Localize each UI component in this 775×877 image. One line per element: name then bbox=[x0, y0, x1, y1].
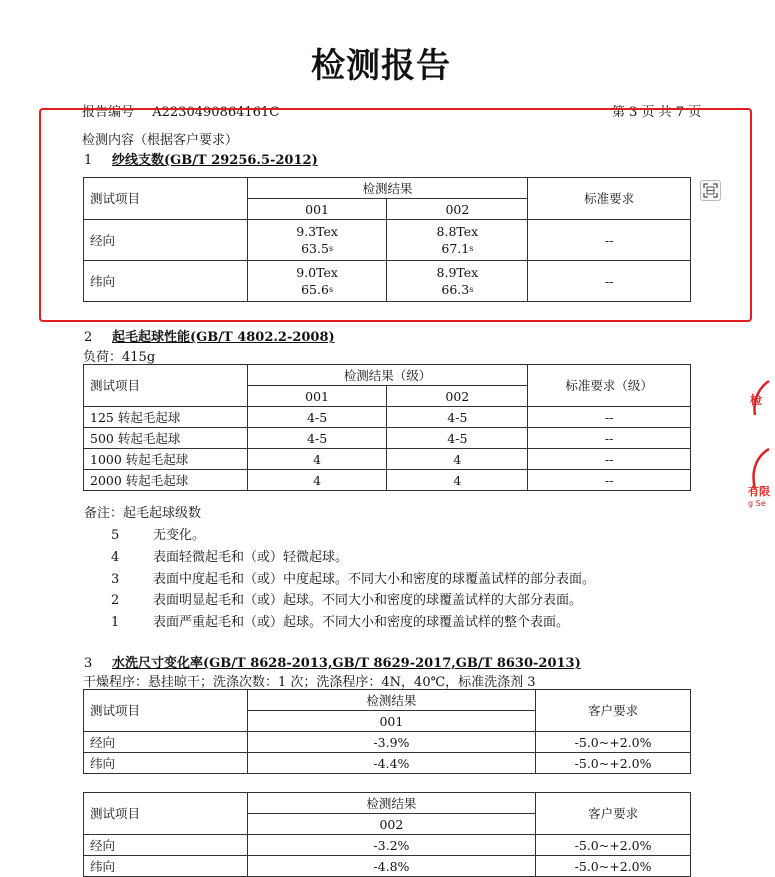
cell-req: -5.0~+2.0% bbox=[536, 732, 691, 753]
cell-standard: -- bbox=[528, 428, 691, 449]
header-sample-001: 001 bbox=[247, 199, 387, 220]
section3-number: 3 bbox=[84, 656, 93, 671]
row-item: 纬向 bbox=[84, 856, 248, 877]
cell-standard: -- bbox=[528, 407, 691, 428]
row-item: 经向 bbox=[84, 732, 248, 753]
cell-value: -3.2% bbox=[247, 835, 535, 856]
table-row bbox=[84, 449, 691, 470]
pilling-note-item: 5 无变化。 bbox=[111, 528, 206, 543]
report-number-value: A2230490864161C bbox=[152, 105, 280, 120]
cell-value: 4 bbox=[387, 470, 528, 491]
row-item: 500 转起毛起球 bbox=[84, 428, 248, 449]
row-item: 经向 bbox=[84, 835, 248, 856]
tex-value: 8.9Tex bbox=[436, 265, 479, 280]
section1-number: 1 bbox=[84, 153, 93, 168]
scan-frame-icon bbox=[701, 181, 720, 200]
header-sample-001: 001 bbox=[247, 386, 387, 407]
cell-standard: -- bbox=[528, 261, 691, 302]
pilling-note-title: 备注：起毛起球级数 bbox=[84, 506, 202, 521]
table-row bbox=[84, 428, 691, 449]
official-stamp-fragment: 检 有限 g Se bbox=[745, 375, 775, 515]
cell-value: -3.9% bbox=[247, 732, 535, 753]
cell-req: -5.0~+2.0% bbox=[536, 753, 691, 774]
table-row bbox=[84, 407, 691, 428]
cell-value: -4.8% bbox=[247, 856, 535, 877]
header-result: 检测结果（级） bbox=[247, 365, 528, 386]
header-result: 检测结果 bbox=[247, 793, 535, 814]
header-customer-req: 客户要求 bbox=[536, 690, 691, 732]
row-item: 经向 bbox=[84, 220, 248, 261]
section2-heading bbox=[84, 326, 335, 345]
pilling-note-item: 4 表面轻微起毛和（或）轻微起球。 bbox=[111, 550, 349, 565]
header-test-item: 测试项目 bbox=[84, 365, 248, 407]
cell-standard: -- bbox=[528, 220, 691, 261]
content-label: 检测内容（根据客户要求） bbox=[82, 133, 239, 148]
pilling-load: 负荷：415g bbox=[83, 350, 156, 365]
count-value: 66.3$^s$ bbox=[441, 282, 474, 297]
cell-value: 4-5 bbox=[247, 407, 387, 428]
section1-name: 纱线支数(GB/T 29256.5-2012) bbox=[112, 153, 318, 168]
row-item: 纬向 bbox=[84, 261, 248, 302]
pilling-note-item: 2 表面明显起毛和（或）起球。不同大小和密度的球覆盖试样的大部分表面。 bbox=[111, 593, 583, 608]
tex-value: 9.0Tex bbox=[296, 265, 338, 280]
header-test-item: 测试项目 bbox=[84, 793, 248, 835]
report-number-label: 报告编号 bbox=[82, 105, 135, 120]
header-sample: 001 bbox=[247, 711, 535, 732]
section2-number: 2 bbox=[84, 330, 93, 345]
cell-standard: -- bbox=[528, 449, 691, 470]
cell-value: 4-5 bbox=[247, 428, 387, 449]
tex-value: 9.3Tex bbox=[296, 224, 338, 239]
header-customer-req: 客户要求 bbox=[536, 793, 691, 835]
header-standard: 标准要求（级） bbox=[528, 365, 691, 407]
wash-table-001 bbox=[83, 689, 691, 774]
section2-name: 起毛起球性能(GB/T 4802.2-2008) bbox=[112, 330, 335, 345]
header-test-item: 测试项目 bbox=[84, 690, 248, 732]
count-value: 63.5$^s$ bbox=[301, 241, 334, 256]
cell-value: 4 bbox=[247, 449, 387, 470]
count-value: 65.6$^s$ bbox=[301, 282, 334, 297]
row-item: 2000 转起毛起球 bbox=[84, 470, 248, 491]
cell-value: 4 bbox=[387, 449, 528, 470]
header-standard: 标准要求 bbox=[528, 178, 691, 220]
section3-name: 水洗尺寸变化率(GB/T 8628-2013,GB/T 8629-2017,GB/T 8630-2013) bbox=[112, 656, 581, 671]
pilling-note-item: 3 表面中度起毛和（或）中度起球。不同大小和密度的球覆盖试样的部分表面。 bbox=[111, 572, 596, 587]
scan-frame-button[interactable] bbox=[700, 180, 721, 201]
table-row bbox=[84, 470, 691, 491]
wash-conditions: 干燥程序：悬挂晾干；洗涤次数：1 次；洗涤程序：4N，40℃，标准洗涤剂 3 bbox=[83, 675, 536, 690]
row-item: 纬向 bbox=[84, 753, 248, 774]
page-info: 第 3 页 共 7 页 bbox=[612, 105, 702, 120]
header-test-item: 测试项目 bbox=[84, 178, 248, 220]
cell-value: 4-5 bbox=[387, 407, 528, 428]
tex-value: 8.8Tex bbox=[436, 224, 479, 239]
cell-req: -5.0~+2.0% bbox=[536, 856, 691, 877]
header-result: 检测结果 bbox=[247, 690, 535, 711]
wash-table-002 bbox=[83, 792, 691, 877]
pilling-note-item: 1 表面严重起毛和（或）起球。不同大小和密度的球覆盖试样的整个表面。 bbox=[111, 615, 570, 630]
pilling-table bbox=[83, 364, 691, 491]
cell-value: 4-5 bbox=[387, 428, 528, 449]
cell-standard: -- bbox=[528, 470, 691, 491]
header-result: 检测结果 bbox=[247, 178, 528, 199]
cell-req: -5.0~+2.0% bbox=[536, 835, 691, 856]
header-sample-002: 002 bbox=[387, 199, 528, 220]
table-row bbox=[84, 753, 691, 774]
table-row bbox=[84, 732, 691, 753]
page-title: 检测报告 bbox=[311, 46, 451, 86]
selection-highlight-box bbox=[39, 108, 752, 322]
header-sample-002: 002 bbox=[387, 386, 528, 407]
count-value: 67.1$^s$ bbox=[441, 241, 474, 256]
section3-heading bbox=[84, 652, 581, 671]
header-sample: 002 bbox=[247, 814, 535, 835]
cell-value: -4.4% bbox=[247, 753, 535, 774]
table-row bbox=[84, 835, 691, 856]
cell-value: 4 bbox=[247, 470, 387, 491]
row-item: 1000 转起毛起球 bbox=[84, 449, 248, 470]
row-item: 125 转起毛起球 bbox=[84, 407, 248, 428]
table-row bbox=[84, 856, 691, 877]
